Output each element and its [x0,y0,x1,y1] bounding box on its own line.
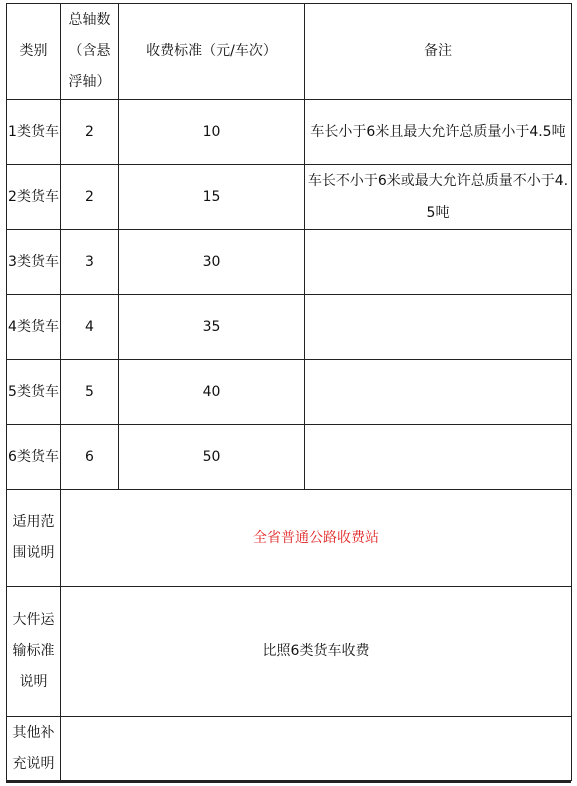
table-row [7,100,572,165]
row-fee: 50 [119,425,305,490]
row-category: 3类货车 [7,230,61,295]
row-category: 4类货车 [7,295,61,360]
row-category: 2类货车 [7,165,61,230]
table-row [7,360,572,425]
row-remark: 车长不小于6米或最大允许总质量不小于4.5吨 [305,165,572,230]
other-value [61,717,572,781]
scope-row [7,490,572,587]
row-fee: 40 [119,360,305,425]
oversize-label: 大件运输标准说明 [7,587,61,717]
row-remark [305,295,572,360]
row-category: 1类货车 [7,100,61,165]
table-row [7,295,572,360]
row-axles: 5 [61,360,119,425]
row-axles: 3 [61,230,119,295]
row-fee: 30 [119,230,305,295]
row-axles: 6 [61,425,119,490]
header-row [7,4,572,100]
row-category: 5类货车 [7,360,61,425]
row-category: 6类货车 [7,425,61,490]
other-row [7,717,572,781]
other-label: 其他补充说明 [7,717,61,781]
table-row [7,425,572,490]
oversize-value: 比照6类货车收费 [61,587,572,717]
row-fee: 15 [119,165,305,230]
row-remark [305,230,572,295]
scope-label: 适用范围说明 [7,490,61,587]
scope-value: 全省普通公路收费站 [61,490,572,587]
row-remark [305,360,572,425]
row-fee: 35 [119,295,305,360]
header-fee: 收费标准（元/车次） [119,4,305,100]
row-fee: 10 [119,100,305,165]
oversize-row [7,587,572,717]
bottom-rule [6,781,571,783]
toll-fee-table [6,3,572,781]
row-axles: 2 [61,165,119,230]
header-axles: 总轴数（含悬浮轴） [61,4,119,100]
row-axles: 2 [61,100,119,165]
table-row [7,230,572,295]
row-axles: 4 [61,295,119,360]
header-category: 类别 [7,4,61,100]
row-remark: 车长小于6米且最大允许总质量小于4.5吨 [305,100,572,165]
header-remark: 备注 [305,4,572,100]
table-row [7,165,572,230]
row-remark [305,425,572,490]
